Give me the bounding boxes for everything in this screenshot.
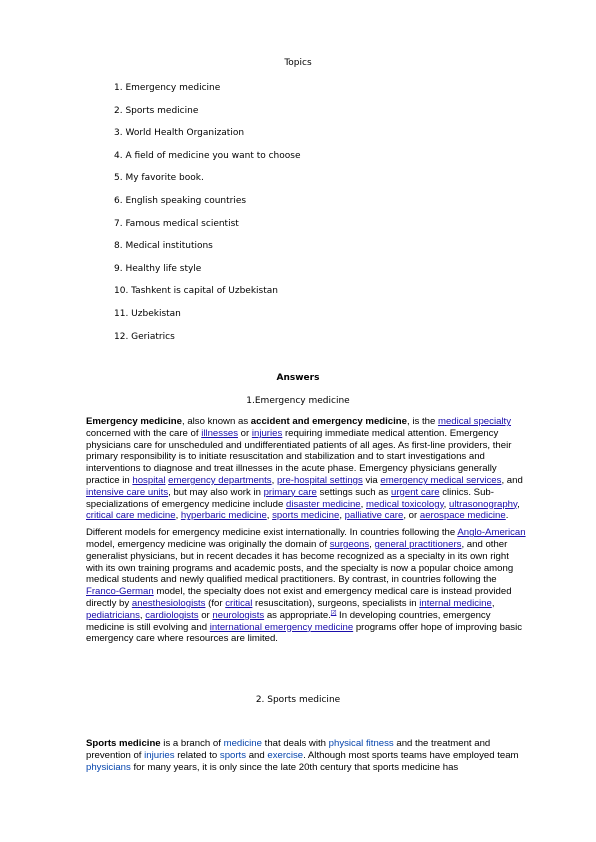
link-general-practitioners[interactable]: general practitioners — [374, 538, 462, 550]
link-physical-fitness[interactable]: physical fitness — [328, 738, 394, 749]
link-franco-german[interactable]: Franco-German — [86, 586, 154, 598]
link-intensive-care-units[interactable]: intensive care units — [86, 486, 169, 498]
link-medical-toxicology[interactable]: medical toxicology — [365, 498, 444, 510]
list-item: 3. World Health Organization — [114, 128, 245, 139]
link-pediatricians[interactable]: pediatricians — [86, 609, 140, 621]
list-item: 7. Famous medical scientist — [114, 218, 239, 229]
link-sports-medicine[interactable]: sports medicine — [272, 510, 340, 522]
section-title-emergency-medicine: 1.Emergency medicine — [246, 396, 350, 406]
list-item: 12. Geriatrics — [114, 331, 175, 342]
link-critical-care-medicine[interactable]: critical care medicine — [86, 510, 176, 522]
link-anglo-american[interactable]: Anglo-American — [457, 527, 526, 539]
link-injuries[interactable]: injuries — [251, 427, 283, 439]
link-hyperbaric-medicine[interactable]: hyperbaric medicine — [180, 510, 267, 522]
paragraph: Emergency medicine, also known as accident and emergency medicine, is the medical specialty concerned with the care of illnesses or injuries requiring immediate medical attention. Emergency physicians care for unscheduled and undifferentiated patients of all ages. As first-line providers, their primary responsibility is to initiate resuscitation and stabilization and to start investigations and interventions to diagnose and treat illnesses in the acute phase. Emergency physicians generally practice in hospital emergency departments, pre-hospital settings via emergency medical services, and intensive care units, but may also work in primary care settings such as urgent care clinics. Sub-specializations of emergency medicine include disaster medicine, medical toxicology, ultrasonography, critical care medicine, hyperbaric medicine, sports medicine, palliative care, or aerospace medicine. — [86, 416, 523, 522]
link-neurologists[interactable]: neurologists — [212, 609, 265, 621]
link-ultrasonography[interactable]: ultrasonography — [449, 498, 518, 510]
link-primary-care[interactable]: primary care — [263, 486, 317, 498]
section-title-sports-medicine: 2. Sports medicine — [255, 695, 341, 705]
link-sports[interactable]: sports — [219, 749, 247, 761]
link-anesthesiologists[interactable]: anesthesiologists — [131, 597, 206, 609]
link-surgeons[interactable]: surgeons — [329, 538, 370, 550]
link-illnesses[interactable]: illnesses — [201, 427, 238, 439]
link-pre-hospital-settings[interactable]: pre-hospital settings — [276, 474, 363, 486]
link-medicine[interactable]: medicine — [223, 738, 262, 749]
link-physicians[interactable]: physicians — [86, 761, 131, 773]
answers-title: Answers — [276, 373, 320, 383]
link-critical[interactable]: critical — [225, 597, 253, 609]
list-item: 2. Sports medicine — [114, 105, 199, 116]
list-item: 10. Tashkent is capital of Uzbekistan — [114, 286, 278, 297]
emergency-medicine-text — [86, 416, 528, 650]
link-medical-specialty[interactable]: medical specialty — [437, 416, 512, 427]
link-hospital[interactable]: hospital — [132, 474, 166, 486]
list-item: 4. A field of medicine you want to choose — [114, 150, 301, 161]
list-item: 8. Medical institutions — [114, 241, 213, 252]
topics-title: Topics — [284, 58, 312, 68]
topics-list — [114, 82, 301, 353]
link-cardiologists[interactable]: cardiologists — [145, 609, 199, 621]
link-emergency-departments[interactable]: emergency departments — [168, 474, 272, 486]
list-item: 6. English speaking countries — [114, 195, 247, 206]
paragraph: Sports medicine is a branch of medicine that deals with physical fitness and the treatment and prevention of injuries related to sports and exercise. Although most sports teams have employed team physicians for many years, it is only since the late 20th century that sports medicine has — [86, 738, 519, 773]
link-urgent-care[interactable]: urgent care — [391, 486, 440, 498]
link-exercise[interactable]: exercise — [267, 749, 304, 761]
link-international-emergency-medicine[interactable]: international emergency medicine — [209, 621, 354, 633]
link-aerospace-medicine[interactable]: aerospace medicine — [419, 510, 506, 522]
link-injuries[interactable]: injuries — [144, 749, 175, 761]
link-internal-medicine[interactable]: internal medicine — [419, 597, 492, 609]
list-item: 9. Healthy life style — [114, 263, 202, 274]
link-palliative-care[interactable]: palliative care — [344, 510, 404, 522]
list-item: 1. Emergency medicine — [114, 83, 221, 93]
list-item: 11. Uzbekistan — [114, 308, 181, 319]
link-emergency-medical-services[interactable]: emergency medical services — [380, 474, 502, 486]
link-disaster-medicine[interactable]: disaster medicine — [285, 498, 361, 510]
list-item: 5. My favorite book. — [114, 173, 204, 184]
citation-link[interactable]: [2] — [330, 609, 337, 616]
sports-medicine-text — [86, 738, 528, 778]
paragraph: Different models for emergency medicine exist internationally. In countries following the Anglo-American model, emergency medicine was originally the domain of surgeons, general practitioners, and other generalist physicians, but in recent decades it has become recognized as a specialty in its own right with its own training programs and academic posts, and the specialty is now a popular choice among medical students and newly qualified medical practitioners. By contrast, in countries following the Franco-German model, the specialty does not exist and emergency medical care is instead provided directly by anesthesiologists (for critical resuscitation), surgeons, specialists in internal medicine, pediatricians, cardiologists or neurologists as appropriate.[2] In developing countries, emergency medicine is still evolving and international emergency medicine programs offer hope of improving basic emergency care where resources are limited. — [86, 527, 526, 645]
